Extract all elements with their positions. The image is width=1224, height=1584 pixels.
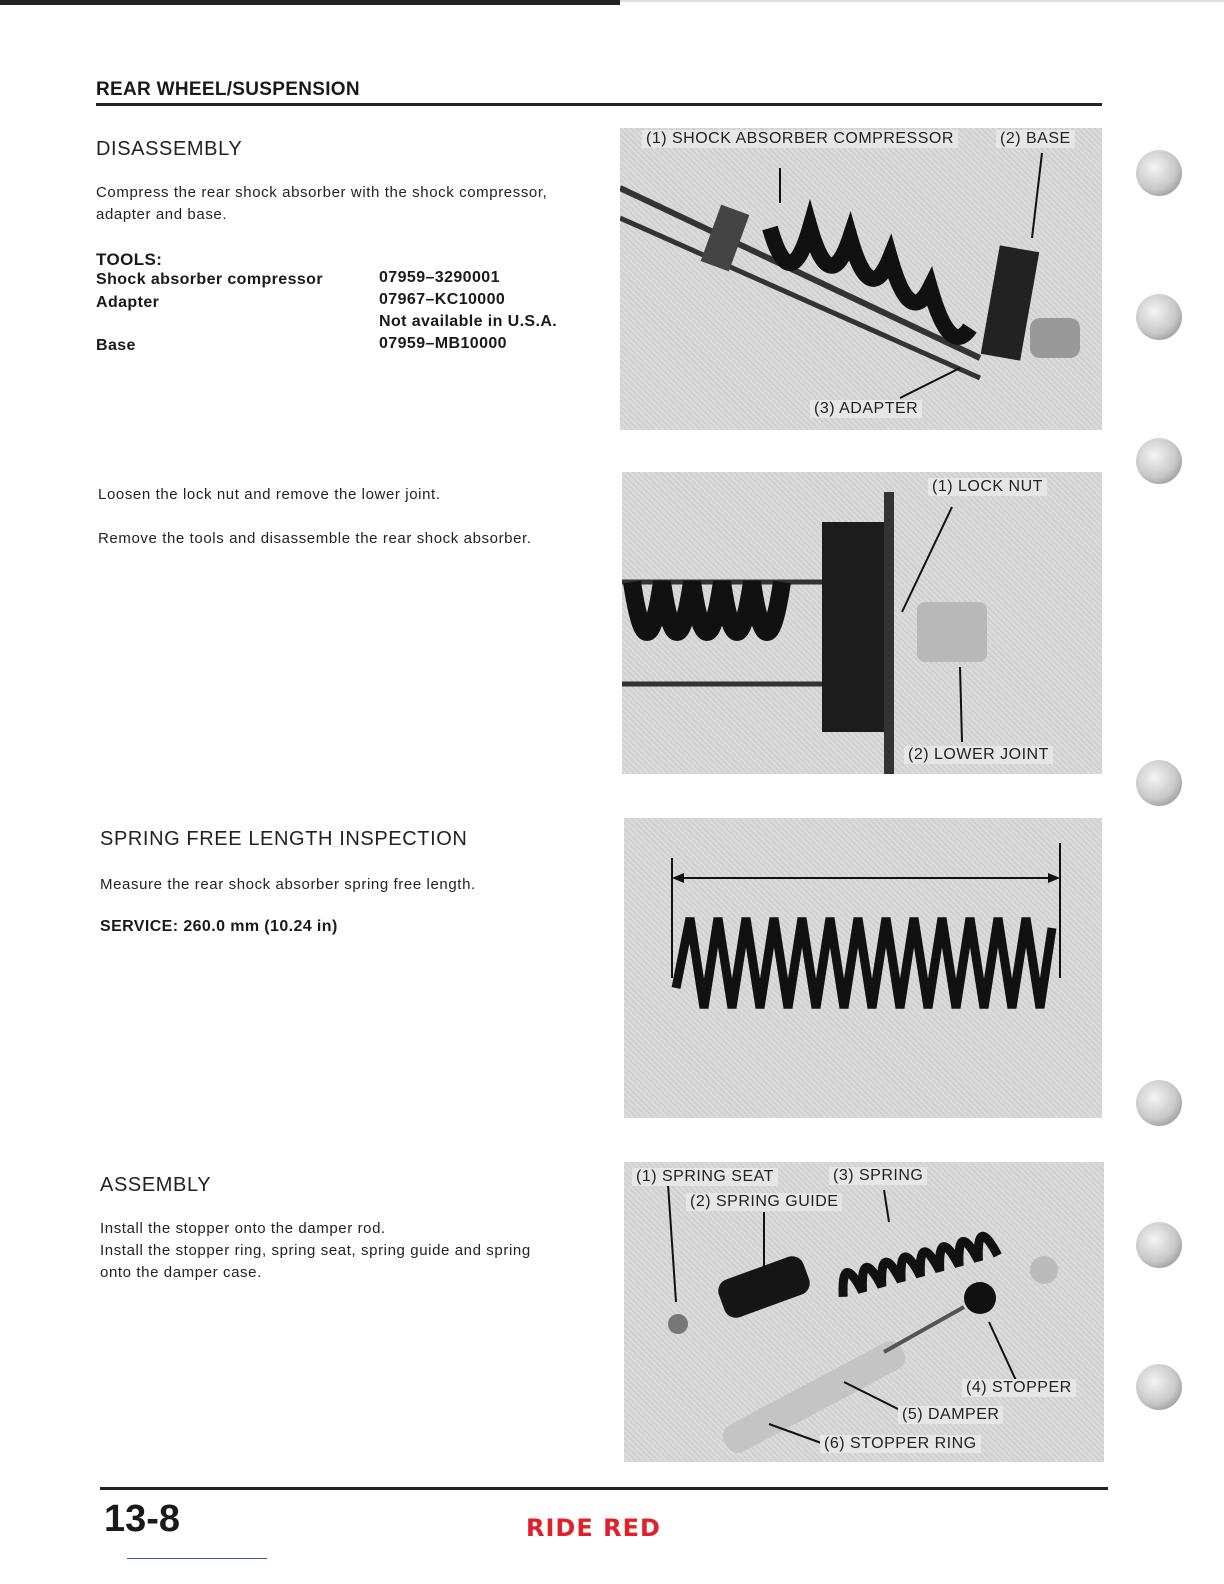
section-tab (1136, 438, 1182, 484)
disassembly-text (96, 182, 547, 226)
stopper-callout: (4) STOPPER (962, 1379, 1076, 1397)
disassembly-text-line: adapter and base. (96, 206, 228, 223)
brand-logo: RIDE RED (526, 1514, 661, 1542)
tool-part: 07959–3290001 (379, 269, 500, 286)
top-edge-line-light (620, 0, 1224, 2)
disassembly-heading: DISASSEMBLY (96, 138, 243, 160)
section-tab (1136, 1080, 1182, 1126)
spring-inspection-heading: SPRING FREE LENGTH INSPECTION (100, 828, 468, 850)
section-tab (1136, 294, 1182, 340)
assembly-text: Install the stopper onto the damper rod. (100, 1220, 386, 1237)
tool-part: 07967–KC10000 (379, 291, 506, 308)
locknut-text: Loosen the lock nut and remove the lower joint. (98, 486, 441, 503)
top-edge-line (0, 0, 620, 5)
section-tab (1136, 150, 1182, 196)
section-tab (1136, 1364, 1182, 1410)
disassembly-text-line: Compress the rear shock absorber with the shock compressor, (96, 184, 548, 201)
section-tab (1136, 760, 1182, 806)
lock-nut-photo (622, 472, 1102, 774)
tool-note: Not available in U.S.A. (379, 313, 558, 330)
adapter-callout: (3) ADAPTER (810, 400, 922, 418)
spring-illustration (624, 818, 1102, 1118)
bottom-underline (127, 1558, 267, 1559)
tools-label: TOOLS: (96, 250, 163, 269)
spring-photo (624, 818, 1102, 1118)
tool-part: 07959–MB10000 (379, 335, 507, 352)
spring-inspection-text: Measure the rear shock absorber spring free length. (100, 876, 476, 893)
base-callout: (2) BASE (996, 130, 1075, 148)
assembly-heading: ASSEMBLY (100, 1174, 212, 1196)
page-number: 13-8 (104, 1498, 181, 1540)
assembly-parts-photo (624, 1162, 1104, 1462)
locknut-text: Remove the tools and disassemble the rear shock absorber. (98, 530, 532, 547)
section-title: REAR WHEEL/SUSPENSION (96, 79, 360, 100)
tool-name: Shock absorber compressor (96, 271, 323, 288)
shock-compressor-illustration (620, 128, 1102, 430)
damper-callout: (5) DAMPER (898, 1406, 1003, 1424)
service-spec: SERVICE: 260.0 mm (10.24 in) (100, 918, 338, 935)
section-tab (1136, 1222, 1182, 1268)
tool-name: Adapter (96, 294, 160, 311)
header-rule (96, 103, 1102, 106)
compressor-callout: (1) SHOCK ABSORBER COMPRESSOR (642, 130, 958, 148)
shock-compressor-photo (620, 128, 1102, 430)
stopper-ring-callout: (6) STOPPER RING (820, 1435, 981, 1453)
assembly-text-line: Install the stopper ring, spring seat, spring guide and spring (100, 1242, 531, 1259)
footer-rule (100, 1487, 1108, 1490)
lock-nut-illustration (622, 472, 1102, 774)
lower-joint-callout: (2) LOWER JOINT (904, 746, 1053, 764)
spring-guide-callout: (2) SPRING GUIDE (686, 1193, 842, 1211)
spring-callout: (3) SPRING (829, 1167, 927, 1185)
tool-name: Base (96, 337, 136, 354)
spring-seat-callout: (1) SPRING SEAT (632, 1168, 778, 1186)
assembly-text-line: onto the damper case. (100, 1264, 262, 1281)
assembly-text (100, 1240, 531, 1284)
lock-nut-callout: (1) LOCK NUT (928, 478, 1047, 496)
